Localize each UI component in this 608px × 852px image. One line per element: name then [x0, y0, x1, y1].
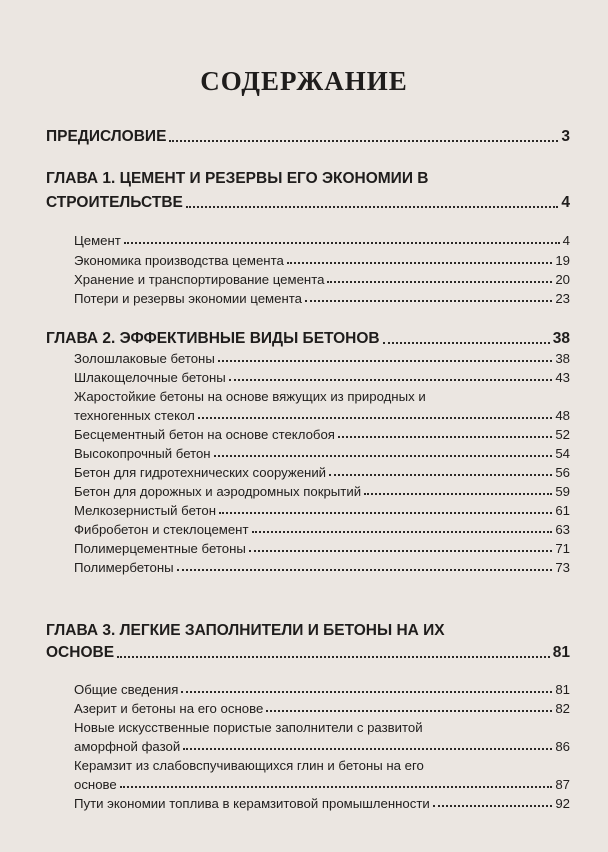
- toc-entry-title: Высокопрочный бетон: [74, 446, 211, 461]
- dot-leader: [252, 531, 553, 533]
- toc-entry-title: Азерит и бетоны на его основе: [74, 701, 264, 716]
- toc-entry-title: Бетон для дорожных и аэродромных покрытий: [74, 484, 362, 499]
- toc-entry-page: 63: [555, 522, 570, 537]
- toc-entry-page: 86: [555, 739, 570, 754]
- chapter-title-line1: ГЛАВА 3. ЛЕГКИЕ ЗАПОЛНИТЕЛИ И БЕТОНЫ НА ИХ: [46, 622, 445, 639]
- toc-entry-page: 92: [555, 796, 570, 811]
- toc-entry-title: Пути экономии топлива в керамзитовой промышленности: [74, 796, 430, 811]
- dot-leader: [169, 140, 558, 142]
- toc-entry-page: 52: [555, 427, 570, 442]
- toc-entry-page: 43: [555, 370, 570, 385]
- chapter-title-line2: ОСНОВЕ: [46, 644, 115, 661]
- toc-entry-page: 71: [555, 541, 570, 556]
- toc-entry-page: 54: [555, 446, 570, 461]
- toc-entry-page: 38: [555, 351, 570, 366]
- page-title: СОДЕРЖАНИЕ: [200, 66, 408, 96]
- toc-entry-title: Фибробетон и стеклоцемент: [74, 522, 249, 537]
- dot-leader: [287, 262, 553, 264]
- toc-entry-title-line1: Керамзит из слабовспучивающихся глин и бетоны на его: [74, 758, 424, 773]
- toc-entry-page: 82: [555, 701, 570, 716]
- dot-leader: [338, 436, 552, 438]
- toc-entry-title: Экономика производства цемента: [74, 253, 284, 268]
- dot-leader: [364, 493, 552, 495]
- toc-entry-title-line1: Новые искусственные пористые заполнители с развитой: [74, 720, 423, 735]
- dot-leader: [120, 786, 553, 788]
- toc-entry-page: 61: [555, 503, 570, 518]
- toc-entry-title: Мелкозернистый бетон: [74, 503, 216, 518]
- chapter-title-line1: ГЛАВА 1. ЦЕМЕНТ И РЕЗЕРВЫ ЕГО ЭКОНОМИИ В: [46, 170, 429, 187]
- toc-entry-title: Полимербетоны: [74, 560, 174, 575]
- toc-entry-page: 81: [555, 682, 570, 697]
- toc-entry-title-line2: техногенных стекол: [74, 408, 195, 423]
- toc-entry-title: Полимерцементные бетоны: [74, 541, 246, 556]
- toc-entry-page: 19: [555, 253, 570, 268]
- dot-leader: [198, 417, 553, 419]
- dot-leader: [433, 805, 553, 807]
- toc-entry-title-line1: Жаростойкие бетоны на основе вяжущих из природных и: [74, 389, 426, 404]
- toc-entry-page: 3: [561, 128, 570, 145]
- toc-entry-title: Потери и резервы экономии цемента: [74, 291, 302, 306]
- toc-entry-title: Хранение и транспортирование цемента: [74, 272, 325, 287]
- dot-leader: [329, 474, 552, 476]
- dot-leader: [305, 300, 552, 302]
- toc-entry-title: Золошлаковые бетоны: [74, 351, 215, 366]
- dot-leader: [266, 710, 552, 712]
- toc-entry-page: 38: [552, 330, 570, 347]
- chapter-title: ГЛАВА 2. ЭФФЕКТИВНЫЕ ВИДЫ БЕТОНОВ: [46, 330, 380, 347]
- dot-leader: [214, 455, 553, 457]
- dot-leader: [177, 569, 553, 571]
- toc-entry-page: 59: [555, 484, 570, 499]
- toc-entry-title: Бесцементный бетон на основе стеклобоя: [74, 427, 335, 442]
- toc-entry-page: 4: [561, 194, 570, 211]
- toc-entry-page: 56: [555, 465, 570, 480]
- dot-leader: [183, 748, 552, 750]
- dot-leader: [186, 206, 559, 208]
- toc-entry-title: Бетон для гидротехнических сооружений: [74, 465, 327, 480]
- dot-leader: [327, 281, 552, 283]
- toc-entry-page: 81: [552, 644, 570, 661]
- dot-leader: [249, 550, 552, 552]
- toc-entry-title: Цемент: [74, 233, 121, 248]
- toc-entry-page: 20: [555, 272, 570, 287]
- toc-entry-page: 4: [562, 233, 570, 248]
- toc-entry-page: 23: [555, 291, 570, 306]
- toc-entry-title: Общие сведения: [74, 682, 179, 697]
- dot-leader: [383, 342, 550, 344]
- dot-leader: [124, 242, 560, 244]
- dot-leader: [181, 691, 552, 693]
- dot-leader: [218, 360, 553, 362]
- toc-entry-page: 48: [555, 408, 570, 423]
- toc-entry-title-line2: основе: [74, 777, 117, 792]
- toc-entry-page: 73: [555, 560, 570, 575]
- chapter-title-line2: СТРОИТЕЛЬСТВЕ: [46, 194, 183, 211]
- toc-entry-title: ПРЕДИСЛОВИЕ: [46, 128, 167, 145]
- dot-leader: [219, 512, 552, 514]
- toc-entry-title: Шлакощелочные бетоны: [74, 370, 226, 385]
- toc-entry-title-line2: аморфной фазой: [74, 739, 181, 754]
- dot-leader: [229, 379, 553, 381]
- toc-entry-page: 87: [555, 777, 570, 792]
- dot-leader: [117, 656, 550, 658]
